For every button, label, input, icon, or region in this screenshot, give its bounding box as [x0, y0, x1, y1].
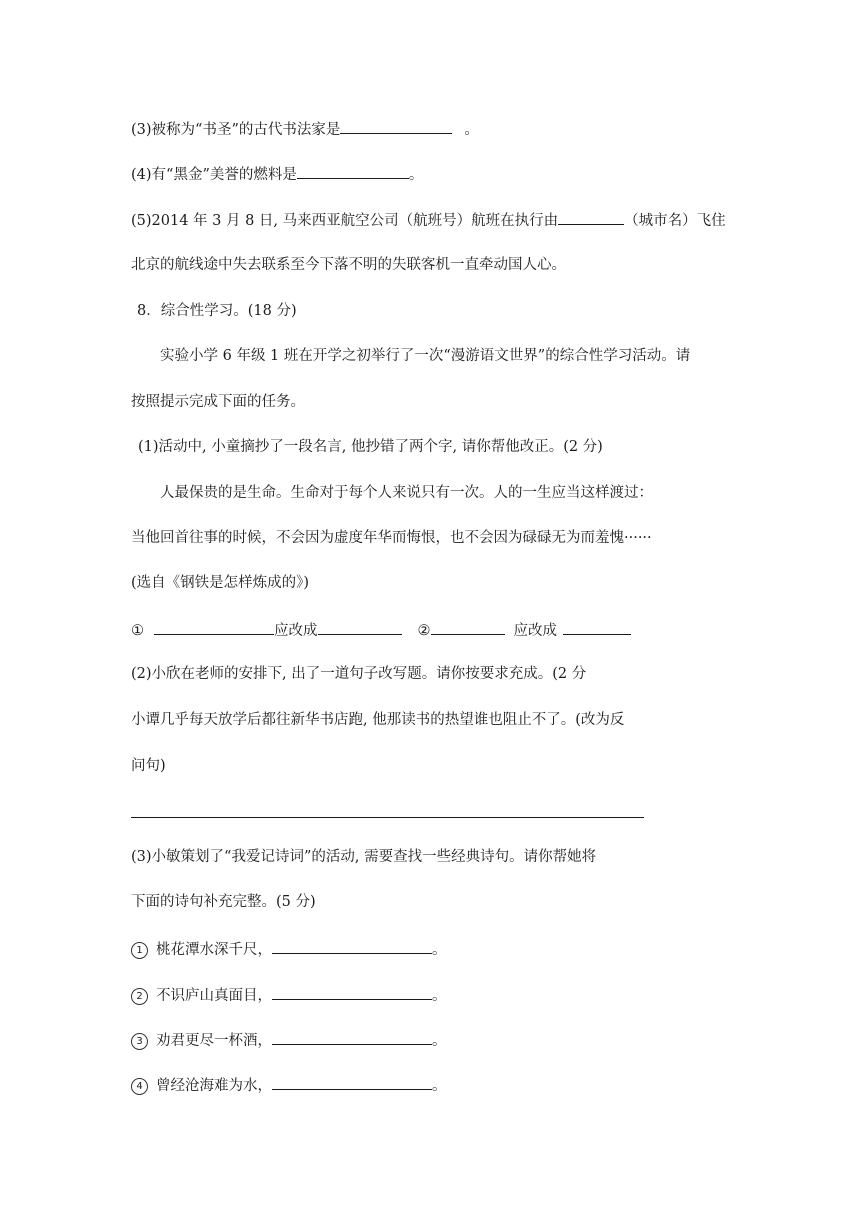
poem-blank[interactable] [272, 1074, 432, 1090]
sub-question-3-prompt-line-1: (3)小敏策划了“我爱记诗词”的活动, 需要查找一些经典诗句。请你帮她将 [131, 849, 597, 865]
answer-blank[interactable] [558, 209, 624, 225]
sub-question-1-prompt: (1)活动中, 小童摘抄了一段名言, 他抄错了两个字, 请你帮他改正。(2 分) [138, 439, 603, 455]
answer-line[interactable] [131, 817, 644, 818]
circled-number: 2 [131, 988, 148, 1005]
punct: 。 [432, 942, 447, 958]
quote-line-2: 当他回首往事的时候，不会因为虚度年华而悔恨，也不会因为碌碌无为而羞愧······ [131, 530, 652, 546]
section-8-intro-line-1: 实验小学 6 年级 1 班在开学之初举行了一次“漫游语文世界”的综合性学习活动。请 [160, 348, 691, 364]
punct: 。 [432, 1033, 447, 1049]
question-3-text: (3)被称为“书圣”的古代书法家是 [131, 122, 341, 138]
question-5-text-cont: （城市名）飞住 [624, 213, 726, 229]
should-be-label: 应改成 [274, 623, 318, 639]
sub-question-3-prompt-line-2: 下面的诗句补充完整。(5 分) [131, 894, 316, 910]
poem-blank[interactable] [272, 984, 432, 1000]
answer-blank[interactable] [340, 118, 452, 134]
quote-line-1: 人最保贵的是生命。生命对于每个人来说只有一次。人的一生应当这样渡过： [160, 485, 653, 501]
should-be-label: 应改成 [513, 623, 557, 639]
section-8-title: 8．综合性学习。(18 分) [137, 303, 297, 319]
punct: 。 [408, 167, 424, 183]
question-4-text: (4)有“黑金”美誉的燃料是 [131, 167, 297, 183]
poem-item [131, 938, 447, 960]
correct-char-blank-1[interactable] [318, 619, 402, 635]
wrong-char-blank-2[interactable] [431, 619, 505, 635]
circled-number: 4 [131, 1078, 148, 1095]
question-5-line-1 [131, 209, 726, 231]
circled-number: 3 [131, 1033, 148, 1050]
poem-blank[interactable] [272, 938, 432, 954]
answer-blank[interactable] [297, 163, 409, 179]
wrong-char-blank-1[interactable] [154, 619, 274, 635]
poem-item [131, 984, 447, 1006]
punct: 。 [432, 1078, 447, 1094]
poem-line: 曾经沧海难为水， [156, 1078, 272, 1094]
sub-question-2-sentence-line-1: 小谭几乎每天放学后都往新华书店跑, 他那读书的热望谁也阻止不了。(改为反 [131, 712, 625, 728]
sub-question-2-prompt: (2)小欣在老师的安排下, 出了一道句子改写题。请你按要求充成。(2 分 [131, 666, 587, 682]
correction-row [131, 619, 631, 641]
punct: 。 [432, 988, 447, 1004]
circled-number: ① [131, 623, 144, 639]
punct: 。 [464, 122, 479, 138]
poem-item [131, 1029, 447, 1051]
question-4 [131, 163, 423, 185]
poem-blank[interactable] [272, 1029, 432, 1045]
question-5-text: (5)2014 年 3 月 8 日, 马来西亚航空公司（航班号）航班在执行由 [131, 213, 559, 229]
section-8-intro-line-2: 按照提示完成下面的任务。 [131, 394, 305, 410]
poem-line: 劝君更尽一杯酒， [156, 1033, 272, 1049]
quote-source: (选自《钢铁是怎样炼成的》) [131, 575, 310, 591]
poem-item [131, 1074, 447, 1096]
poem-line: 不识庐山真面目， [156, 988, 272, 1004]
sub-question-2-sentence-line-2: 问句) [131, 758, 166, 774]
question-5-line-2: 北京的航线途中失去联系至今下落不明的失联客机一直牵动国人心。 [131, 257, 566, 273]
circled-number: ② [417, 623, 431, 639]
correct-char-blank-2[interactable] [563, 619, 631, 635]
poem-line: 桃花潭水深千尺， [156, 942, 272, 958]
circled-number: 1 [131, 942, 148, 959]
question-3 [131, 118, 479, 140]
